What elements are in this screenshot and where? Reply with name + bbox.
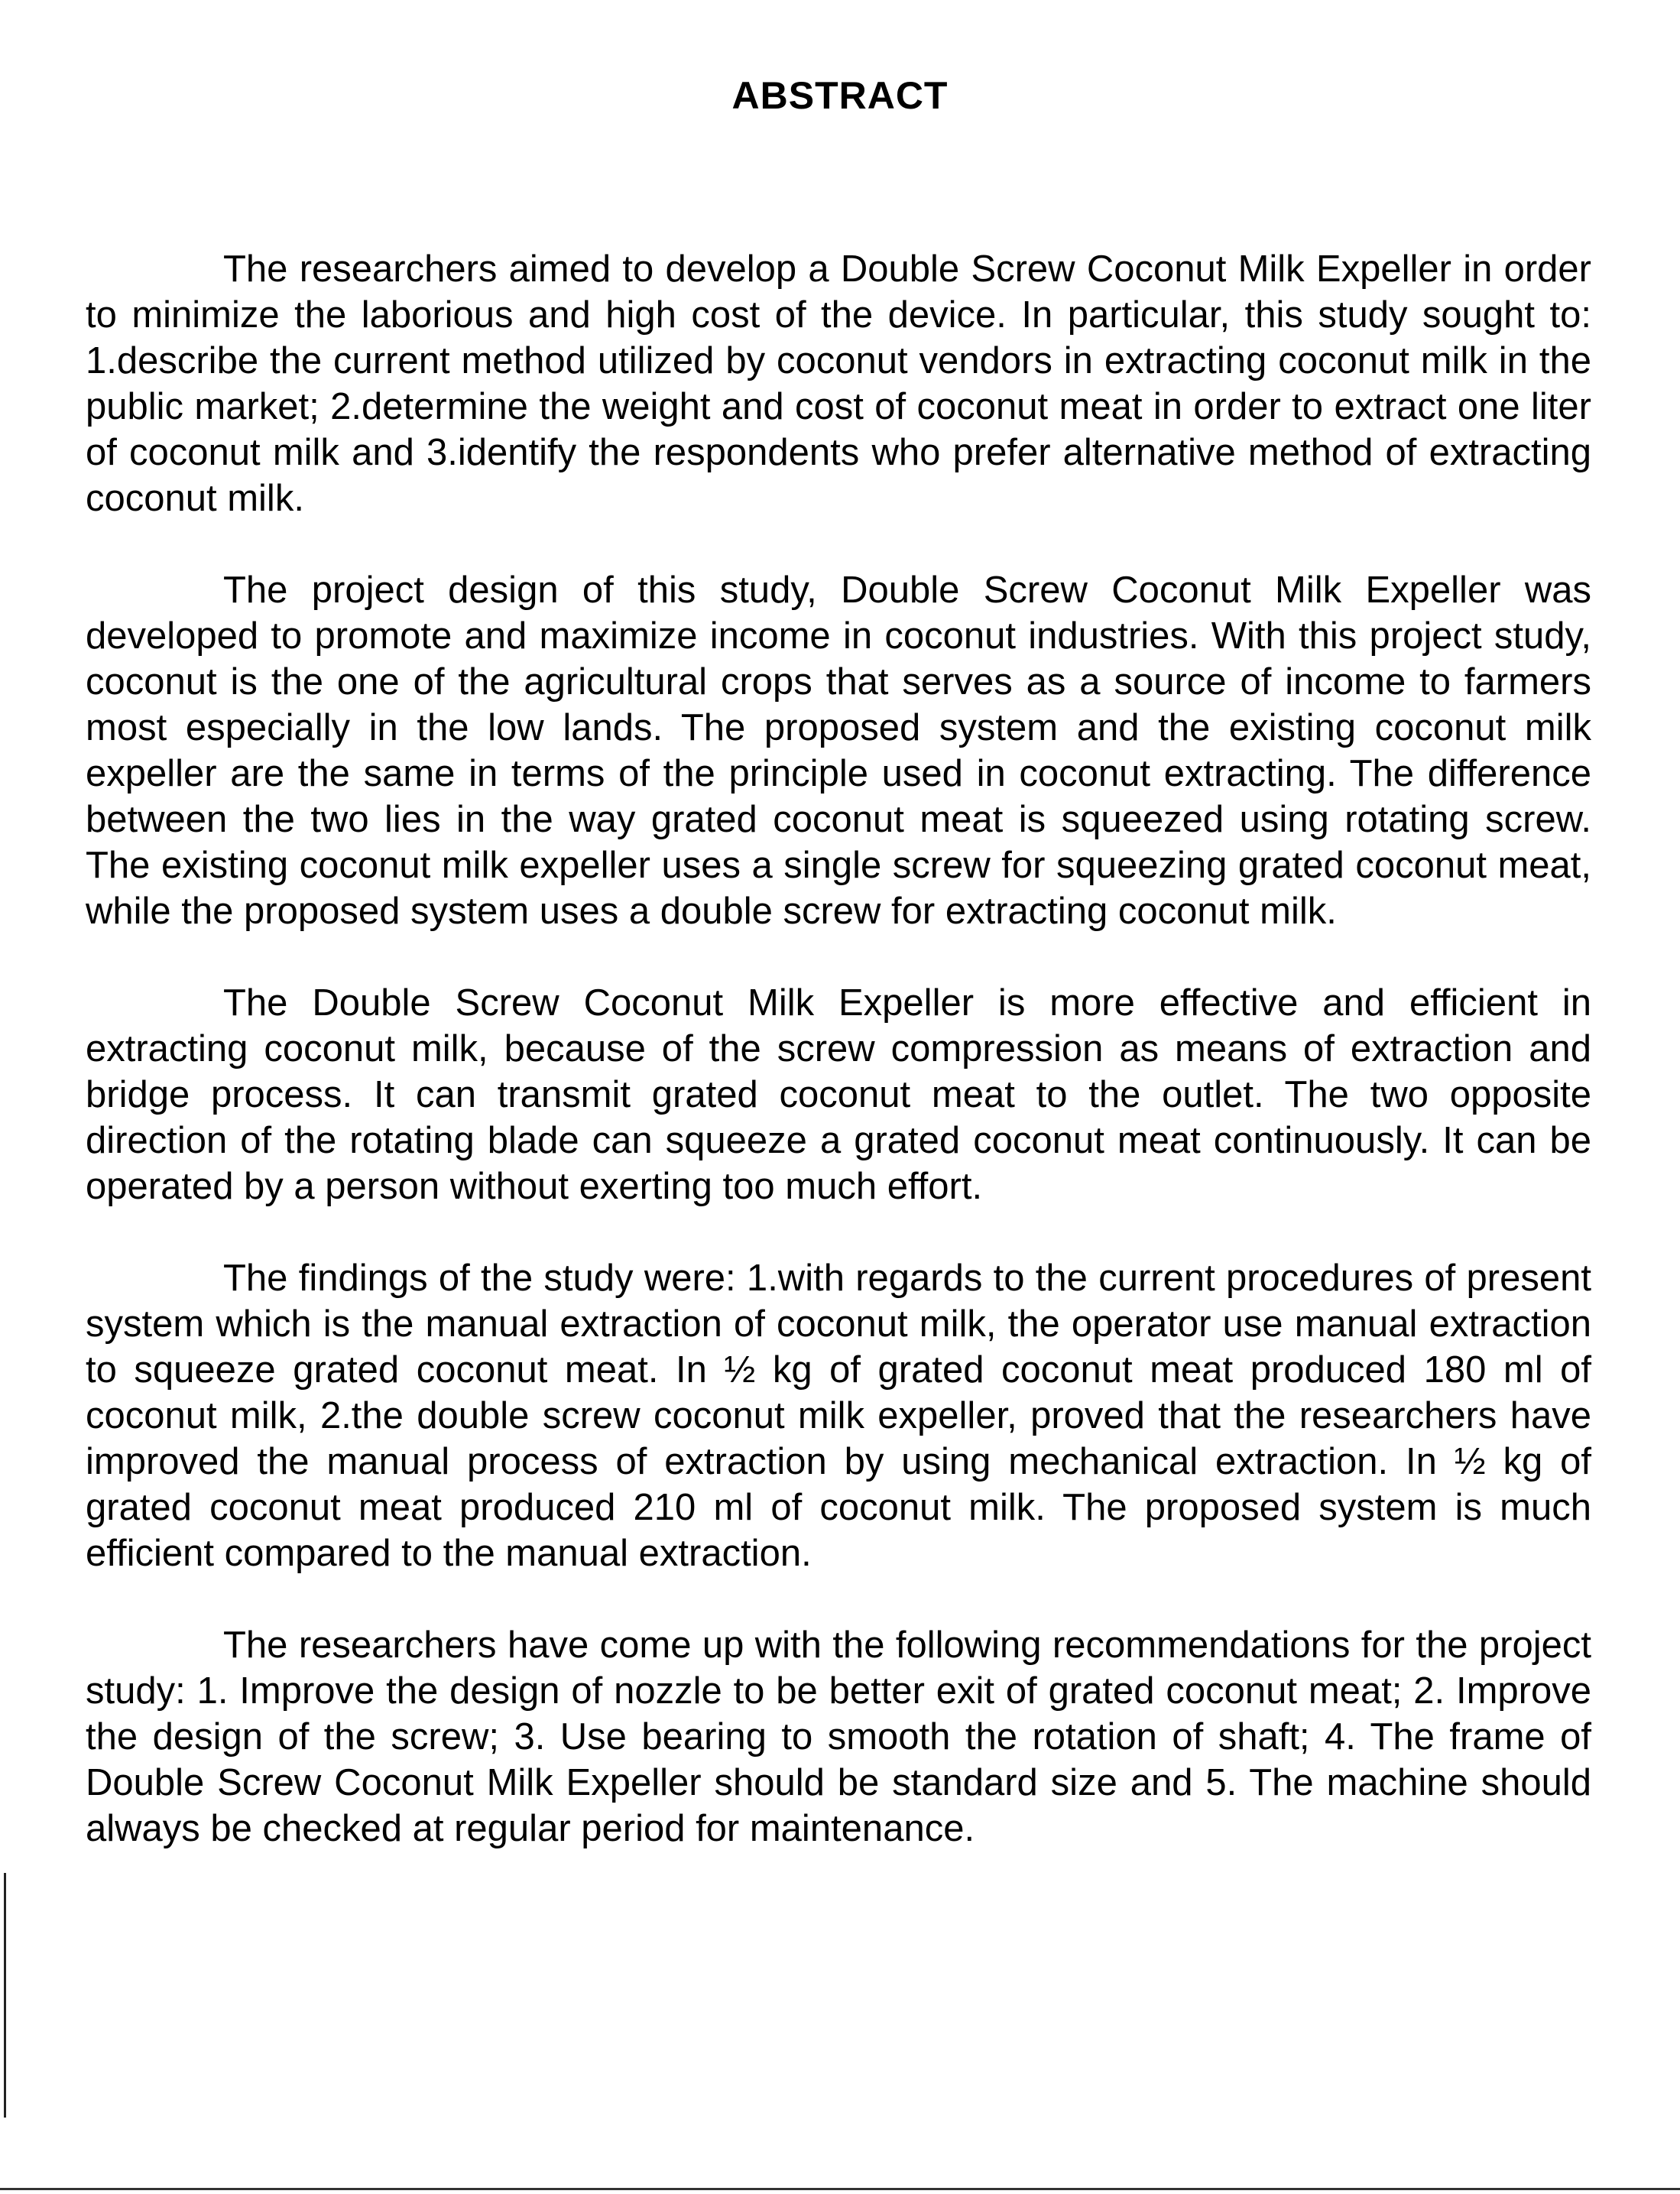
paragraph-project-design: The project design of this study, Double Screw Coconut Milk Expeller was developed to promote and maximize income in coconut industries. With this project study, coconut is the one of the agricultural crops that serves as a source of income to farmers most especially in the low lands. The proposed system and the existing coconut milk expeller are the same in terms of the principle used in coconut extracting. The difference between the two lies in the way grated coconut meat is squeezed using rotating screw. The existing coconut milk expeller uses a single screw for squeezing grated coconut meat, while the proposed system uses a double screw for extracting coconut milk. xyxy=(86,570,1591,932)
paragraph-aim: The researchers aimed to develop a Double Screw Coconut Milk Expeller in order to minimize the laborious and high cost of the device. In particular, this study sought to: 1.describe the current method utilized by coconut vendors in extracting coconut milk in the public market; 2.determine the weight and cost of coconut meat in order to extract one liter of coconut milk and 3.identify the respondents who prefer alternative method of extracting coconut milk. xyxy=(86,248,1591,519)
paragraph-effectiveness: The Double Screw Coconut Milk Expeller is more effective and efficient in extracting coconut milk, because of the screw compression as means of extraction and bridge process. It can transmit grated coconut meat to the outlet. The two opposite direction of the rotating blade can squeeze a grated coconut meat continuously. It can be operated by a person without exerting too much effort. xyxy=(86,982,1591,1207)
scan-edge-line xyxy=(4,1873,6,2118)
paragraph-findings: The findings of the study were: 1.with regards to the current procedures of present system which is the manual extraction of coconut milk, the operator use manual extraction to squeeze grated coconut meat. In ½ kg of grated coconut meat produced 180 ml of coconut milk, 2.the double screw coconut milk expeller, proved that the researchers have improved the manual process of extraction by using mechanical extraction. In ½ kg of grated coconut meat produced 210 ml of coconut milk. The proposed system is much efficient compared to the manual extraction. xyxy=(86,1258,1591,1574)
paragraph-recommendations: The researchers have come up with the following recommendations for the project study: 1. Improve the design of nozzle to be better exit of grated coconut meat; 2. Improve the design of the screw; 3. Use bearing to smooth the rotation of shaft; 4. The frame of Double Screw Coconut Milk Expeller should be standard size and 5. The machine should always be checked at regular period for maintenance. xyxy=(86,1624,1591,1849)
abstract-body xyxy=(86,246,1591,1897)
page-title: ABSTRACT xyxy=(731,74,949,117)
scan-bottom-edge xyxy=(0,2188,1680,2190)
